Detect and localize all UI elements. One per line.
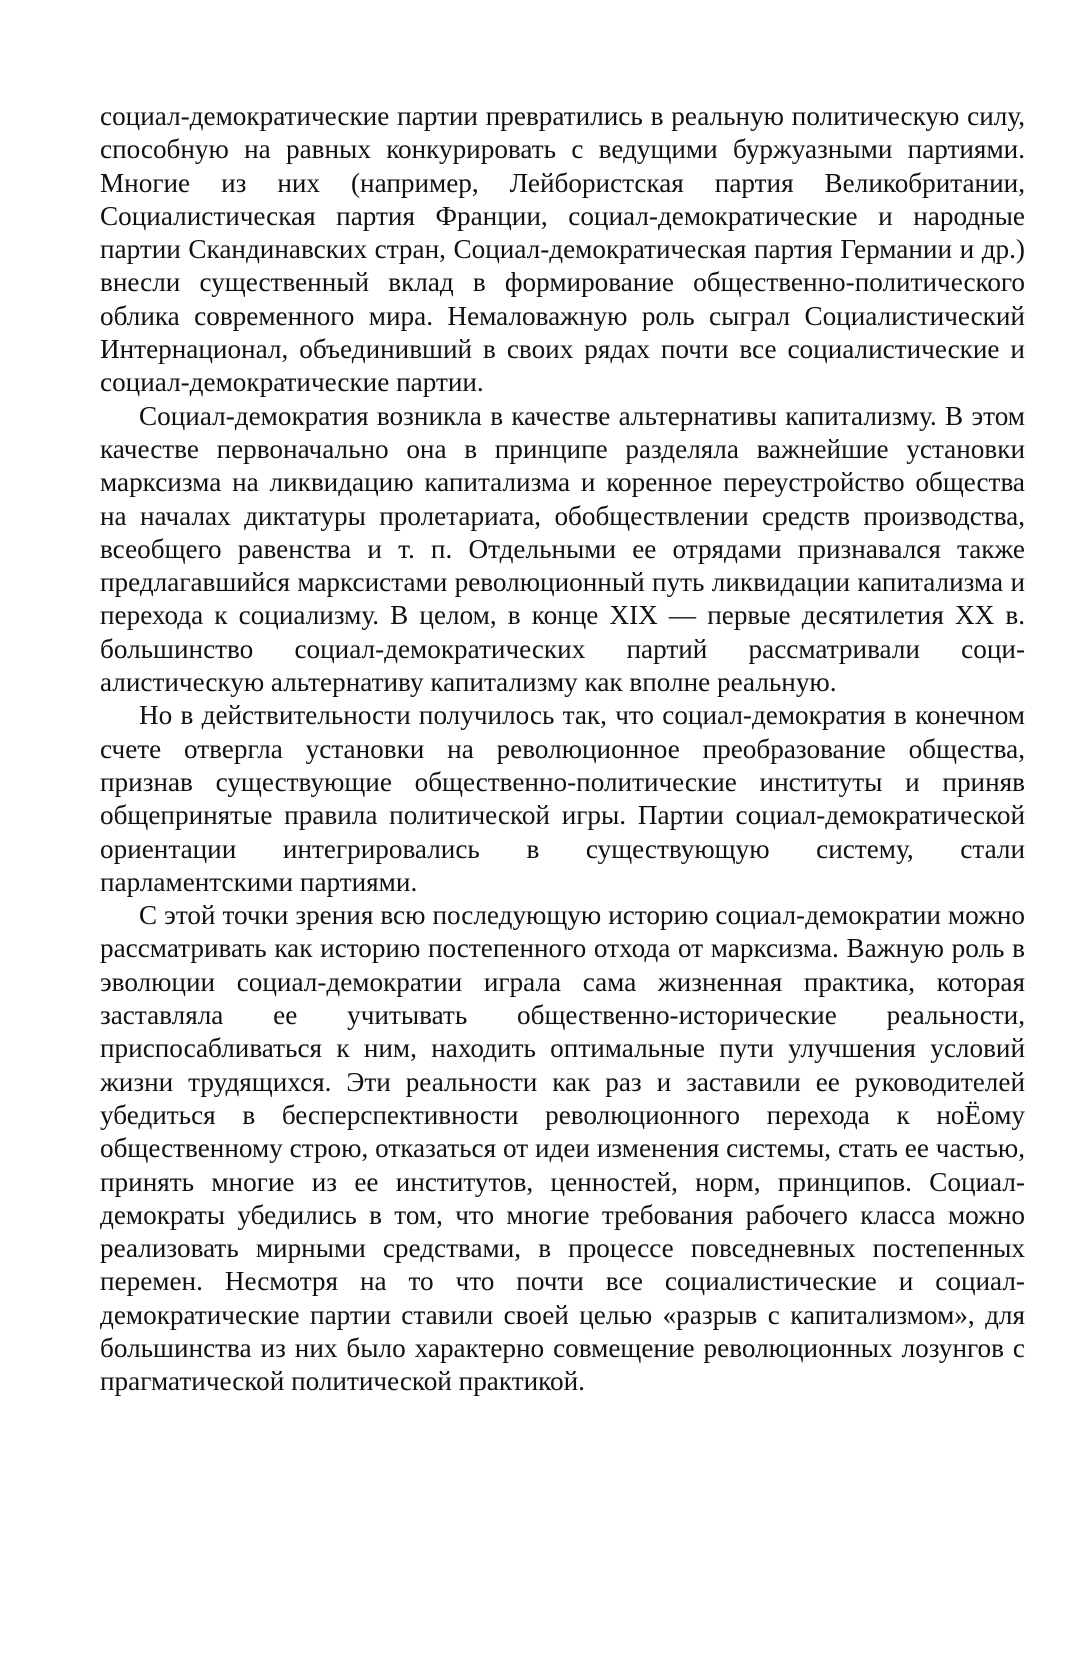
paragraph-continuation: социал-демократические партии превратились в реальную политическую силу, способную на равных конкурировать с ведущими буржуазными партиями. Многие из них (например, Лейбористская партия Великобритании, Социалистическая партия Франции, социал-демократические и народные партии Скандинавских стран, Социал-демократическая партия Германии и др.) внесли существенный вклад в формирование общественно-политического облика современного мира. Немаловажную роль сыграл Социалистический Интернационал, объединивший в своих рядах почти все социалистические и социал-демократические партии. xyxy=(100,101,1025,398)
document-page xyxy=(100,100,1025,1399)
paragraph-social-democracy-origin: Социал-демократия возникла в качестве альтернативы капитализму. В этом качестве первоначально она в принципе разделяла важнейшие установки марксизма на ликвидацию капитализма и коренное переустройство общества на началах диктатуры пролетариата, обобществлении средств производства, всеобщего равенства и т. п. Отдельными ее отрядами признавался также предлагавшийся марксистами революционный путь ликвидации капитализма и перехода к социализму. В целом, в конце XIX — первые десятилетия XX в. большинство социал-демократических партий рассматривали социалистическую альтернативу капитализму как вполне реальную. xyxy=(100,400,1025,698)
paragraph-departure-from-marxism: С этой точки зрения всю последующую историю социал-демократии можно рассматривать как историю постепенного отхода от марксизма. Важную роль в эволюции социал-демократии играла сама жизненная практика, которая заставляла ее учитывать общественно-исторические реальности, приспосабливаться к ним, находить оптимальные пути улучшения условий жизни трудящихся. Эти реальности как раз и заставили ее руководителей убедиться в бесперспективности революционного перехода к ноЁому общественному строю, отказаться от идеи изменения системы, стать ее частью, принять многие из ее институтов, ценностей, норм, принципов. Социал-демократы убедились в том, что многие требования рабочего класса можно реализовать мирными средствами, в процессе повседневных постепенных перемен. Несмотря на то что почти все социалистические и социал-демократические партии ставили своей целью «разрыв с капитализмом», для большинства из них было характерно совмещение революционных лозунгов с прагматической политической практикой. xyxy=(100,900,1025,1397)
paragraph-integration: Но в действительности получилось так, что социал-демократия в конечном счете отвергла установки на революционное преобразование общества, признав существующие общественно-политические институты и приняв общепринятые правила политической игры. Партии социал-демократической ориентации интегрировались в существующую систему, стали парламентскими партиями. xyxy=(100,700,1025,897)
